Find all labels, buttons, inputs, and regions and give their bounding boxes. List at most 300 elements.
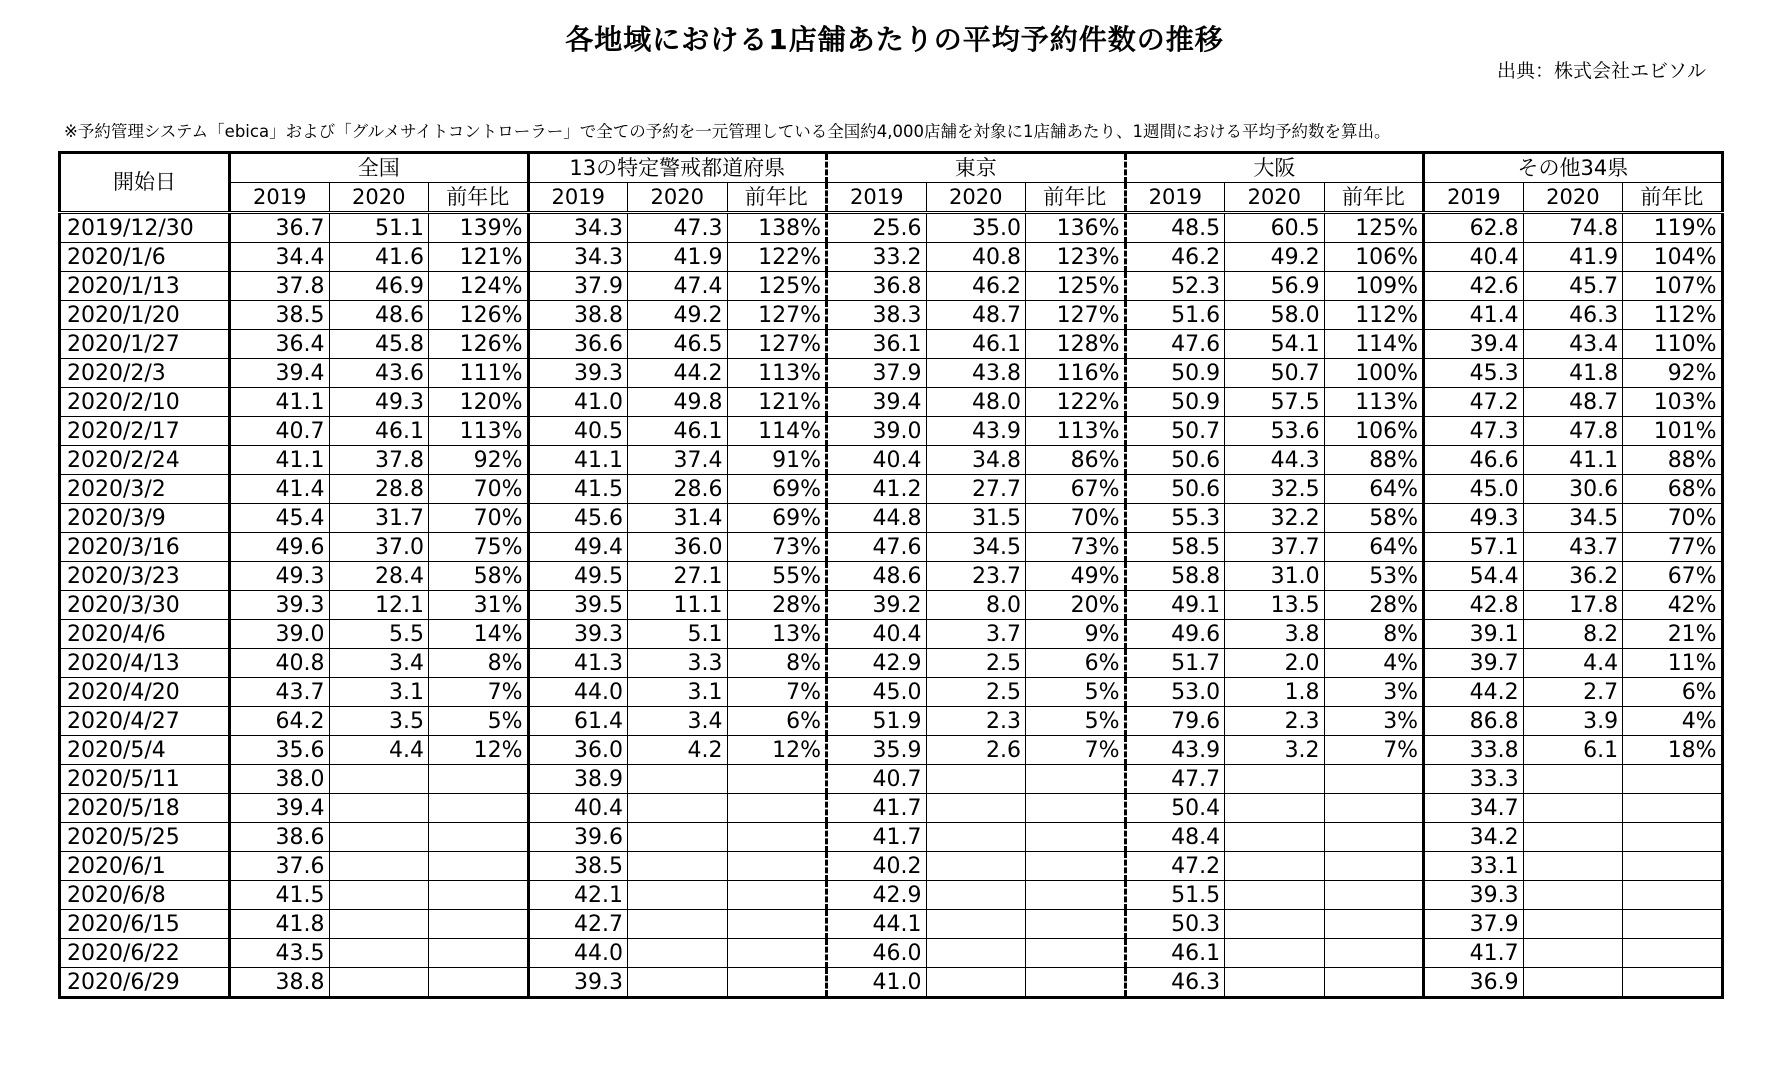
value-cell: 92% [1623, 359, 1723, 388]
value-cell: 39.3 [1424, 881, 1524, 910]
value-cell: 39.4 [827, 388, 927, 417]
value-cell: 2.0 [1225, 649, 1325, 678]
value-cell [628, 881, 728, 910]
value-cell: 124% [429, 272, 529, 301]
date-cell: 2020/5/18 [60, 794, 230, 823]
value-cell [926, 968, 1026, 998]
value-cell: 46.0 [827, 939, 927, 968]
table-row [60, 881, 1723, 910]
table-row [60, 417, 1723, 446]
value-cell: 50.7 [1125, 417, 1225, 446]
value-cell: 3.2 [1225, 736, 1325, 765]
value-cell: 58.0 [1225, 301, 1325, 330]
value-cell: 38.6 [230, 823, 330, 852]
value-cell: 42.9 [827, 649, 927, 678]
value-cell [727, 765, 827, 794]
value-cell: 37.6 [230, 852, 330, 881]
value-cell: 69% [727, 475, 827, 504]
value-cell [628, 910, 728, 939]
value-cell: 64% [1324, 475, 1424, 504]
value-cell: 36.6 [528, 330, 628, 359]
value-cell [926, 765, 1026, 794]
table-row [60, 968, 1723, 998]
value-cell: 7% [727, 678, 827, 707]
table-row [60, 243, 1723, 272]
value-cell: 46.1 [329, 417, 429, 446]
value-cell: 111% [429, 359, 529, 388]
value-cell: 45.6 [528, 504, 628, 533]
value-cell: 3.3 [628, 649, 728, 678]
value-cell: 54.1 [1225, 330, 1325, 359]
value-cell: 64.2 [230, 707, 330, 736]
value-cell: 39.3 [528, 620, 628, 649]
value-cell: 47.4 [628, 272, 728, 301]
value-cell: 46.6 [1424, 446, 1524, 475]
value-cell: 41.9 [1523, 243, 1623, 272]
subheader-cell: 2020 [1523, 183, 1623, 213]
value-cell: 28.8 [329, 475, 429, 504]
table-row [60, 213, 1723, 243]
value-cell: 32.2 [1225, 504, 1325, 533]
value-cell: 41.8 [1523, 359, 1623, 388]
value-cell: 5% [1026, 678, 1126, 707]
value-cell: 104% [1623, 243, 1723, 272]
value-cell: 34.5 [1523, 504, 1623, 533]
value-cell: 50.6 [1125, 475, 1225, 504]
value-cell: 67% [1623, 562, 1723, 591]
value-cell: 46.1 [926, 330, 1026, 359]
date-cell: 2020/6/15 [60, 910, 230, 939]
value-cell: 46.5 [628, 330, 728, 359]
value-cell: 126% [429, 330, 529, 359]
value-cell: 3% [1324, 678, 1424, 707]
value-cell: 46.9 [329, 272, 429, 301]
subheader-cell: 2019 [1125, 183, 1225, 213]
value-cell: 75% [429, 533, 529, 562]
value-cell [429, 881, 529, 910]
value-cell: 36.0 [528, 736, 628, 765]
value-cell: 113% [1026, 417, 1126, 446]
value-cell: 127% [727, 330, 827, 359]
value-cell [429, 852, 529, 881]
value-cell: 73% [1026, 533, 1126, 562]
date-cell: 2020/4/27 [60, 707, 230, 736]
value-cell [429, 794, 529, 823]
value-cell: 40.4 [1424, 243, 1524, 272]
value-cell: 41.7 [1424, 939, 1524, 968]
value-cell: 42.6 [1424, 272, 1524, 301]
date-cell: 2020/5/25 [60, 823, 230, 852]
table-row [60, 678, 1723, 707]
date-cell: 2020/3/30 [60, 591, 230, 620]
value-cell: 79.6 [1125, 707, 1225, 736]
value-cell: 74.8 [1523, 213, 1623, 243]
value-cell: 18% [1623, 736, 1723, 765]
value-cell: 41.7 [827, 823, 927, 852]
value-cell: 48.7 [1523, 388, 1623, 417]
value-cell [1026, 968, 1126, 998]
value-cell: 45.0 [1424, 475, 1524, 504]
value-cell: 34.3 [528, 243, 628, 272]
value-cell: 21% [1623, 620, 1723, 649]
table-row [60, 736, 1723, 765]
date-cell: 2020/3/2 [60, 475, 230, 504]
value-cell [1324, 910, 1424, 939]
subheader-cell: 2019 [827, 183, 927, 213]
value-cell: 46.3 [1523, 301, 1623, 330]
value-cell: 46.1 [1125, 939, 1225, 968]
value-cell [1523, 910, 1623, 939]
value-cell: 39.3 [230, 591, 330, 620]
value-cell: 5% [1026, 707, 1126, 736]
value-cell: 40.4 [827, 446, 927, 475]
value-cell: 8% [429, 649, 529, 678]
value-cell: 122% [1026, 388, 1126, 417]
value-cell: 9% [1026, 620, 1126, 649]
value-cell: 38.0 [230, 765, 330, 794]
value-cell: 58.8 [1125, 562, 1225, 591]
table-row [60, 707, 1723, 736]
value-cell: 92% [429, 446, 529, 475]
date-header: 開始日 [60, 153, 230, 213]
value-cell: 7% [1324, 736, 1424, 765]
value-cell: 62.8 [1424, 213, 1524, 243]
value-cell: 101% [1623, 417, 1723, 446]
reservation-table [58, 151, 1724, 999]
value-cell: 3% [1324, 707, 1424, 736]
value-cell: 39.1 [1424, 620, 1524, 649]
value-cell [429, 968, 529, 998]
value-cell: 61.4 [528, 707, 628, 736]
table-row [60, 649, 1723, 678]
value-cell: 47.7 [1125, 765, 1225, 794]
subheader-cell: 2020 [1225, 183, 1325, 213]
value-cell: 51.1 [329, 213, 429, 243]
value-cell: 48.0 [926, 388, 1026, 417]
value-cell: 103% [1623, 388, 1723, 417]
value-cell: 39.0 [827, 417, 927, 446]
value-cell [429, 910, 529, 939]
value-cell [1324, 881, 1424, 910]
value-cell: 42.1 [528, 881, 628, 910]
value-cell: 2.3 [1225, 707, 1325, 736]
value-cell: 36.2 [1523, 562, 1623, 591]
value-cell: 3.7 [926, 620, 1026, 649]
value-cell: 123% [1026, 243, 1126, 272]
value-cell: 38.5 [528, 852, 628, 881]
value-cell: 128% [1026, 330, 1126, 359]
date-cell: 2020/2/17 [60, 417, 230, 446]
value-cell: 50.6 [1125, 446, 1225, 475]
value-cell: 44.2 [628, 359, 728, 388]
methodology-note: ※予約管理システム「ebica」および「グルメサイトコントローラー」で全ての予約を一元管理している全国約4,000店舗を対象に1店舗あたり、1週間における平均予約数を算出。 [64, 122, 1391, 141]
value-cell: 47.8 [1523, 417, 1623, 446]
value-cell: 138% [727, 213, 827, 243]
value-cell: 119% [1623, 213, 1723, 243]
value-cell: 100% [1324, 359, 1424, 388]
value-cell [329, 794, 429, 823]
value-cell: 3.4 [329, 649, 429, 678]
value-cell: 44.3 [1225, 446, 1325, 475]
value-cell: 110% [1623, 330, 1723, 359]
value-cell: 33.8 [1424, 736, 1524, 765]
value-cell: 48.7 [926, 301, 1026, 330]
value-cell [1026, 910, 1126, 939]
value-cell: 40.7 [827, 765, 927, 794]
value-cell: 12.1 [329, 591, 429, 620]
value-cell: 40.8 [926, 243, 1026, 272]
value-cell: 3.1 [628, 678, 728, 707]
value-cell: 40.2 [827, 852, 927, 881]
value-cell: 37.9 [528, 272, 628, 301]
value-cell [1324, 852, 1424, 881]
value-cell [727, 852, 827, 881]
value-cell: 51.6 [1125, 301, 1225, 330]
value-cell [926, 823, 1026, 852]
value-cell: 41.9 [628, 243, 728, 272]
value-cell [1324, 794, 1424, 823]
value-cell: 4% [1324, 649, 1424, 678]
value-cell: 3.9 [1523, 707, 1623, 736]
value-cell [1026, 881, 1126, 910]
value-cell: 121% [429, 243, 529, 272]
date-cell: 2020/6/22 [60, 939, 230, 968]
value-cell: 31.0 [1225, 562, 1325, 591]
value-cell [727, 881, 827, 910]
value-cell: 46.3 [1125, 968, 1225, 998]
value-cell: 70% [429, 504, 529, 533]
value-cell: 17.8 [1523, 591, 1623, 620]
date-cell: 2020/2/3 [60, 359, 230, 388]
group-header-osaka: 大阪 [1125, 153, 1424, 183]
value-cell: 47.3 [628, 213, 728, 243]
table-row [60, 823, 1723, 852]
value-cell [1324, 765, 1424, 794]
table-row [60, 620, 1723, 649]
value-cell: 4.4 [1523, 649, 1623, 678]
group-header-tokyo: 東京 [827, 153, 1126, 183]
date-cell: 2020/1/6 [60, 243, 230, 272]
value-cell: 58.5 [1125, 533, 1225, 562]
table-row [60, 852, 1723, 881]
value-cell: 36.1 [827, 330, 927, 359]
value-cell [1026, 939, 1126, 968]
value-cell: 113% [727, 359, 827, 388]
value-cell: 69% [727, 504, 827, 533]
value-cell: 42.9 [827, 881, 927, 910]
value-cell: 7% [429, 678, 529, 707]
value-cell: 46.2 [926, 272, 1026, 301]
value-cell: 43.7 [1523, 533, 1623, 562]
value-cell [1225, 939, 1325, 968]
value-cell: 5.5 [329, 620, 429, 649]
subheader-cell: 2020 [926, 183, 1026, 213]
value-cell [1324, 939, 1424, 968]
value-cell [1623, 852, 1723, 881]
value-cell: 2.5 [926, 649, 1026, 678]
value-cell: 41.7 [827, 794, 927, 823]
value-cell [727, 910, 827, 939]
value-cell [429, 765, 529, 794]
value-cell: 121% [727, 388, 827, 417]
value-cell: 34.2 [1424, 823, 1524, 852]
value-cell [926, 881, 1026, 910]
value-cell: 49.3 [230, 562, 330, 591]
value-cell: 40.4 [827, 620, 927, 649]
value-cell: 12% [429, 736, 529, 765]
value-cell: 44.8 [827, 504, 927, 533]
value-cell: 6% [1026, 649, 1126, 678]
value-cell: 33.3 [1424, 765, 1524, 794]
value-cell: 48.6 [329, 301, 429, 330]
value-cell: 44.1 [827, 910, 927, 939]
value-cell: 112% [1623, 301, 1723, 330]
date-cell: 2019/12/30 [60, 213, 230, 243]
value-cell: 31.7 [329, 504, 429, 533]
value-cell: 70% [1026, 504, 1126, 533]
value-cell: 41.1 [1523, 446, 1623, 475]
value-cell: 37.8 [329, 446, 429, 475]
value-cell [1225, 765, 1325, 794]
value-cell: 38.8 [230, 968, 330, 998]
value-cell [1225, 881, 1325, 910]
value-cell: 44.0 [528, 678, 628, 707]
value-cell: 6.1 [1523, 736, 1623, 765]
value-cell: 13.5 [1225, 591, 1325, 620]
value-cell: 50.7 [1225, 359, 1325, 388]
value-cell: 49.1 [1125, 591, 1225, 620]
value-cell: 39.2 [827, 591, 927, 620]
value-cell: 31% [429, 591, 529, 620]
value-cell: 28.4 [329, 562, 429, 591]
value-cell: 41.5 [528, 475, 628, 504]
value-cell: 41.1 [230, 446, 330, 475]
value-cell: 41.3 [528, 649, 628, 678]
date-cell: 2020/3/16 [60, 533, 230, 562]
value-cell: 42% [1623, 591, 1723, 620]
date-cell: 2020/1/13 [60, 272, 230, 301]
value-cell: 42.8 [1424, 591, 1524, 620]
value-cell: 49.2 [628, 301, 728, 330]
value-cell: 126% [429, 301, 529, 330]
value-cell: 88% [1324, 446, 1424, 475]
date-cell: 2020/2/24 [60, 446, 230, 475]
value-cell [1225, 968, 1325, 998]
subheader-cell: 2019 [1424, 183, 1524, 213]
value-cell: 47.2 [1424, 388, 1524, 417]
value-cell: 14% [429, 620, 529, 649]
value-cell [1623, 881, 1723, 910]
value-cell [1623, 794, 1723, 823]
value-cell: 73% [727, 533, 827, 562]
value-cell: 77% [1623, 533, 1723, 562]
value-cell: 127% [1026, 301, 1126, 330]
value-cell: 39.6 [528, 823, 628, 852]
value-cell: 34.4 [230, 243, 330, 272]
value-cell: 38.5 [230, 301, 330, 330]
value-cell: 43.8 [926, 359, 1026, 388]
table-row [60, 910, 1723, 939]
value-cell [1026, 852, 1126, 881]
value-cell: 67% [1026, 475, 1126, 504]
value-cell: 114% [727, 417, 827, 446]
value-cell [628, 939, 728, 968]
value-cell: 31.4 [628, 504, 728, 533]
value-cell: 114% [1324, 330, 1424, 359]
value-cell: 5.1 [628, 620, 728, 649]
value-cell: 53% [1324, 562, 1424, 591]
value-cell: 36.7 [230, 213, 330, 243]
value-cell: 41.4 [1424, 301, 1524, 330]
value-cell [1324, 823, 1424, 852]
table-row [60, 446, 1723, 475]
value-cell: 51.9 [827, 707, 927, 736]
table-row [60, 359, 1723, 388]
value-cell: 116% [1026, 359, 1126, 388]
value-cell: 28% [1324, 591, 1424, 620]
value-cell: 58% [429, 562, 529, 591]
value-cell [1324, 968, 1424, 998]
value-cell: 58% [1324, 504, 1424, 533]
value-cell: 33.1 [1424, 852, 1524, 881]
value-cell: 39.4 [230, 359, 330, 388]
value-cell: 41.1 [230, 388, 330, 417]
value-cell: 86% [1026, 446, 1126, 475]
value-cell [727, 939, 827, 968]
value-cell: 35.6 [230, 736, 330, 765]
value-cell: 41.0 [528, 388, 628, 417]
value-cell: 11% [1623, 649, 1723, 678]
group-header-row [60, 153, 1723, 183]
value-cell: 46.2 [1125, 243, 1225, 272]
table-row [60, 504, 1723, 533]
value-cell [628, 765, 728, 794]
value-cell: 37.7 [1225, 533, 1325, 562]
value-cell [1523, 939, 1623, 968]
date-cell: 2020/4/6 [60, 620, 230, 649]
value-cell: 47.2 [1125, 852, 1225, 881]
value-cell: 43.6 [329, 359, 429, 388]
value-cell: 45.8 [329, 330, 429, 359]
value-cell [1623, 939, 1723, 968]
value-cell: 45.3 [1424, 359, 1524, 388]
value-cell: 12% [727, 736, 827, 765]
value-cell: 34.7 [1424, 794, 1524, 823]
value-cell: 38.3 [827, 301, 927, 330]
date-cell: 2020/6/1 [60, 852, 230, 881]
value-cell: 6% [727, 707, 827, 736]
value-cell: 50.3 [1125, 910, 1225, 939]
value-cell: 48.6 [827, 562, 927, 591]
value-cell: 8.0 [926, 591, 1026, 620]
value-cell: 106% [1324, 417, 1424, 446]
value-cell: 31.5 [926, 504, 1026, 533]
value-cell: 41.0 [827, 968, 927, 998]
value-cell: 27.1 [628, 562, 728, 591]
value-cell [1623, 765, 1723, 794]
value-cell: 45.0 [827, 678, 927, 707]
subheader-cell: 前年比 [1026, 183, 1126, 213]
value-cell: 2.7 [1523, 678, 1623, 707]
value-cell: 64% [1324, 533, 1424, 562]
value-cell: 86.8 [1424, 707, 1524, 736]
value-cell: 7% [1026, 736, 1126, 765]
value-cell: 49.2 [1225, 243, 1325, 272]
value-cell: 4.4 [329, 736, 429, 765]
source-credit: 出典：株式会社エビソル [1496, 60, 1706, 82]
date-cell: 2020/6/29 [60, 968, 230, 998]
value-cell [429, 823, 529, 852]
